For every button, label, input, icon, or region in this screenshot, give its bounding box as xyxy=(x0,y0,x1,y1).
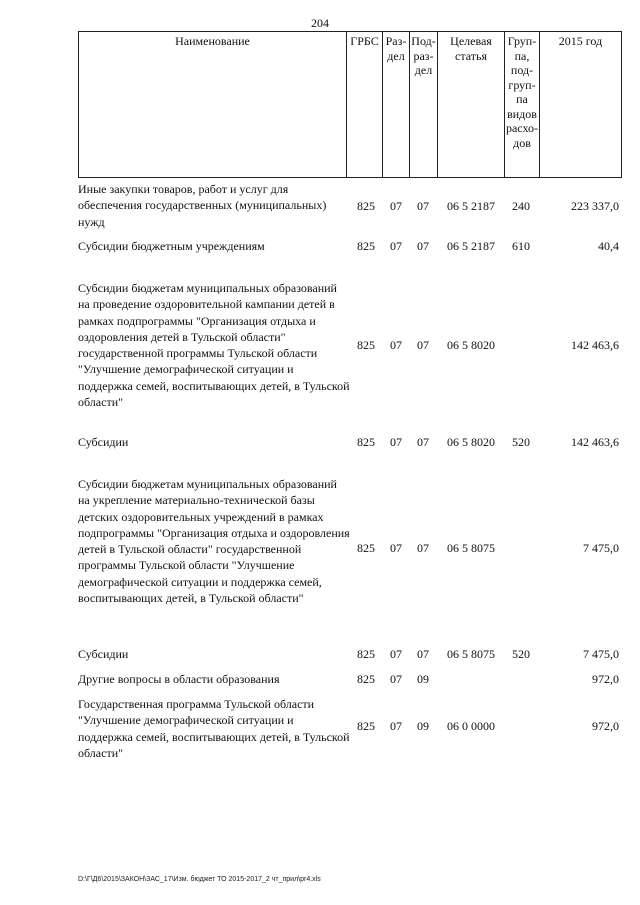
row-amount: 972,0 xyxy=(592,719,619,733)
row-podrazdel: 07 xyxy=(417,239,429,253)
row-target: 06 5 8020 xyxy=(447,435,495,449)
row-name: Другие вопросы в области образования xyxy=(78,672,280,686)
row-target: 06 5 8075 xyxy=(447,541,495,555)
col-header-podrazdel: Под- раз- дел xyxy=(409,32,437,177)
row-grbs: 825 xyxy=(357,719,375,733)
row-grbs: 825 xyxy=(357,672,375,686)
row-name: Субсидии xyxy=(78,647,129,661)
row-razdel: 07 xyxy=(390,435,402,449)
row-target: 06 0 0000 xyxy=(447,719,495,733)
row-razdel: 07 xyxy=(390,719,402,733)
row-razdel: 07 xyxy=(390,672,402,686)
row-target: 06 5 8020 xyxy=(447,338,495,352)
row-podrazdel: 07 xyxy=(417,647,429,661)
row-target: 06 5 2187 xyxy=(447,239,495,253)
col-header-grbs: ГРБС xyxy=(346,32,382,177)
col-header-group: Груп- па, под- груп- па видов расхо- дов xyxy=(504,32,539,177)
row-name: Субсидии бюджетным учреждениям xyxy=(78,239,265,253)
row-group: 520 xyxy=(512,647,530,661)
table-header xyxy=(78,31,622,178)
row-grbs: 825 xyxy=(357,199,375,213)
col-header-target: Целевая статья xyxy=(437,32,504,177)
row-razdel: 07 xyxy=(390,199,402,213)
row-podrazdel: 07 xyxy=(417,199,429,213)
row-grbs: 825 xyxy=(357,338,375,352)
row-amount: 7 475,0 xyxy=(583,647,619,661)
file-path-footer: D:\Г\Д6\2015\ЗАКОН\ЗАС_17\Изм. бюджет ТО 2015-2017_2 чт_прил\pr4.xls xyxy=(78,876,321,883)
row-group: 610 xyxy=(512,239,530,253)
row-razdel: 07 xyxy=(390,239,402,253)
col-header-name: Наименование xyxy=(78,32,346,177)
row-name: Субсидии xyxy=(78,435,129,449)
row-podrazdel: 07 xyxy=(417,435,429,449)
row-podrazdel: 09 xyxy=(417,672,429,686)
col-header-year: 2015 год xyxy=(539,32,622,177)
row-amount: 7 475,0 xyxy=(583,541,619,555)
row-razdel: 07 xyxy=(390,647,402,661)
row-target: 06 5 2187 xyxy=(447,199,495,213)
row-amount: 972,0 xyxy=(592,672,619,686)
row-grbs: 825 xyxy=(357,541,375,555)
row-podrazdel: 07 xyxy=(417,338,429,352)
row-target: 06 5 8075 xyxy=(447,647,495,661)
row-podrazdel: 09 xyxy=(417,719,429,733)
row-grbs: 825 xyxy=(357,239,375,253)
row-razdel: 07 xyxy=(390,541,402,555)
col-header-razdel: Раз- дел xyxy=(382,32,409,177)
row-razdel: 07 xyxy=(390,338,402,352)
row-amount: 223 337,0 xyxy=(571,199,619,213)
row-grbs: 825 xyxy=(357,647,375,661)
row-name: Иные закупки товаров, работ и услуг для обеспечения государственных (муниципальных) нужд xyxy=(78,182,327,229)
row-group: 520 xyxy=(512,435,530,449)
row-grbs: 825 xyxy=(357,435,375,449)
row-name: Государственная программа Тульской области "Улучшение демографической ситуации и поддержка семей, воспитывающих детей, в Тульской области" xyxy=(78,697,350,760)
row-amount: 142 463,6 xyxy=(571,338,619,352)
row-amount: 40,4 xyxy=(598,239,619,253)
row-podrazdel: 07 xyxy=(417,541,429,555)
row-amount: 142 463,6 xyxy=(571,435,619,449)
page-number: 204 xyxy=(311,16,329,30)
row-name: Субсидии бюджетам муниципальных образований на укрепление материально-технической базы детских оздоровительных учреждений в рамках подпрограммы "Организация отдыха и оздоровления детей в Тульской области" государственной программы Тульской области "Улучшение демографической ситуации и поддержка семей, воспитывающих детей, в Тульской области" xyxy=(78,477,350,606)
row-name: Субсидии бюджетам муниципальных образований на проведение оздоровительной кампании детей в рамках подпрограммы "Организация отдыха и оздоровления детей в Тульской области" государственной программы Тульской области "Улучшение демографической ситуации и поддержка семей, воспитывающих детей, в Тульской области" xyxy=(78,281,350,410)
row-group: 240 xyxy=(512,199,530,213)
